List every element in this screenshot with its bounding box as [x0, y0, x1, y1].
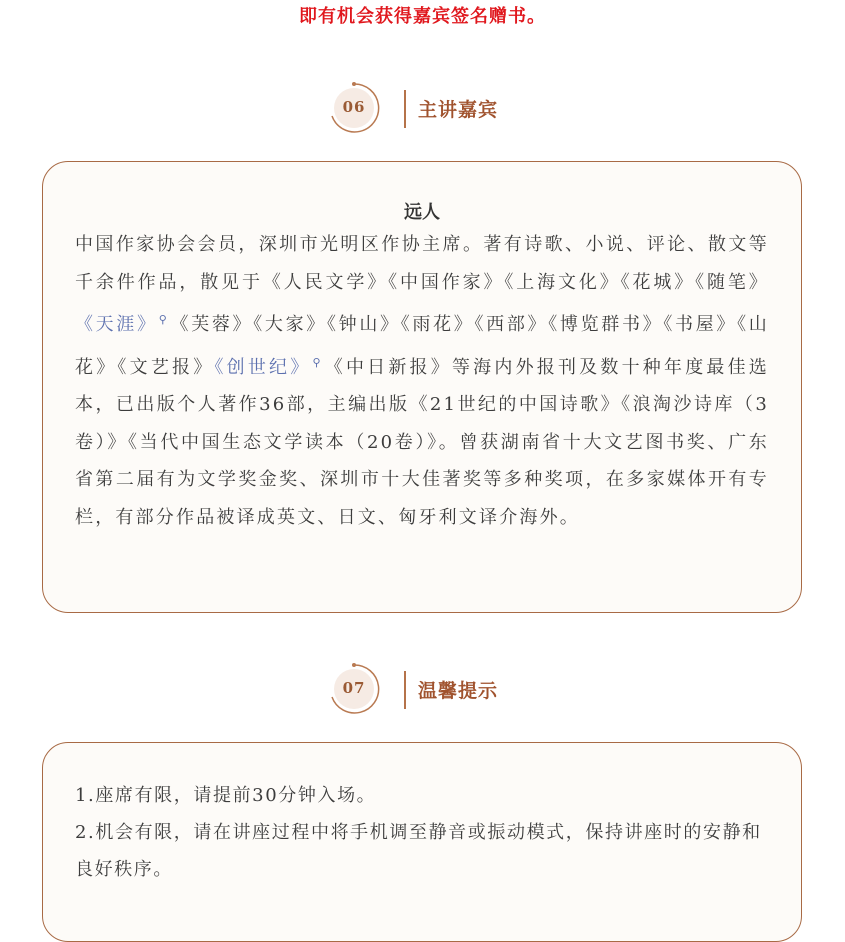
section-divider — [404, 671, 406, 709]
guest-name: 远人 — [404, 202, 440, 223]
guest-bio — [75, 226, 769, 536]
section-title: 主讲嘉宾 — [418, 99, 499, 121]
search-icon[interactable]: ⚲ — [312, 355, 323, 369]
bio-link-tianya[interactable]: 《天涯》 — [75, 314, 158, 335]
bio-text-1: 中国作家协会会员，深圳市光明区作协主席。著有诗歌、小说、评论、散文等千余件作品，散见于《人民文学》《中国作家》《上海文化》《花城》《随笔》 — [75, 234, 769, 293]
bio-link-chuangshiji[interactable]: 《创世纪》 — [214, 356, 312, 378]
section-divider — [404, 90, 406, 128]
section-title: 温馨提示 — [418, 680, 499, 702]
tips-card — [42, 742, 802, 942]
top-note: 即有机会获得嘉宾签名赠书。 — [299, 6, 546, 27]
search-icon[interactable]: ⚲ — [158, 313, 170, 326]
section-header-guest — [328, 82, 588, 138]
tip-item-2: 2.机会有限，请在讲座过程中将手机调至静音或振动模式，保持讲座时的安静和良好秩序。 — [75, 822, 762, 880]
section-number: 06 — [342, 98, 366, 116]
section-header-tips — [328, 663, 588, 719]
bio-text-3: 《中日新报》等海内外报刊及数十种年度最佳选本，已出版个人著作36部，主编出版《21世纪的中国诗歌》《浪淘沙诗库（3卷）》《当代中国生态文学读本（20卷）》。曾获湖南省十大文艺图书奖、广东省第二届有为文学奖金奖、深圳市十大佳著奖等多种奖项，在多家媒体开有专栏，有部分作品被译成英文、日文、匈牙利文译介海外。 — [75, 356, 770, 528]
tip-item-1: 1.座席有限，请提前30分钟入场。 — [75, 785, 377, 806]
section-number: 07 — [342, 679, 366, 697]
section-number-badge — [328, 82, 380, 134]
section-number-badge — [328, 663, 380, 715]
bio-text-2: 《芙蓉》《大家》《钟山》《雨花》《西部》《博览群书》《书屋》《山花》《文艺报》 — [75, 314, 769, 378]
guest-card — [42, 161, 802, 613]
